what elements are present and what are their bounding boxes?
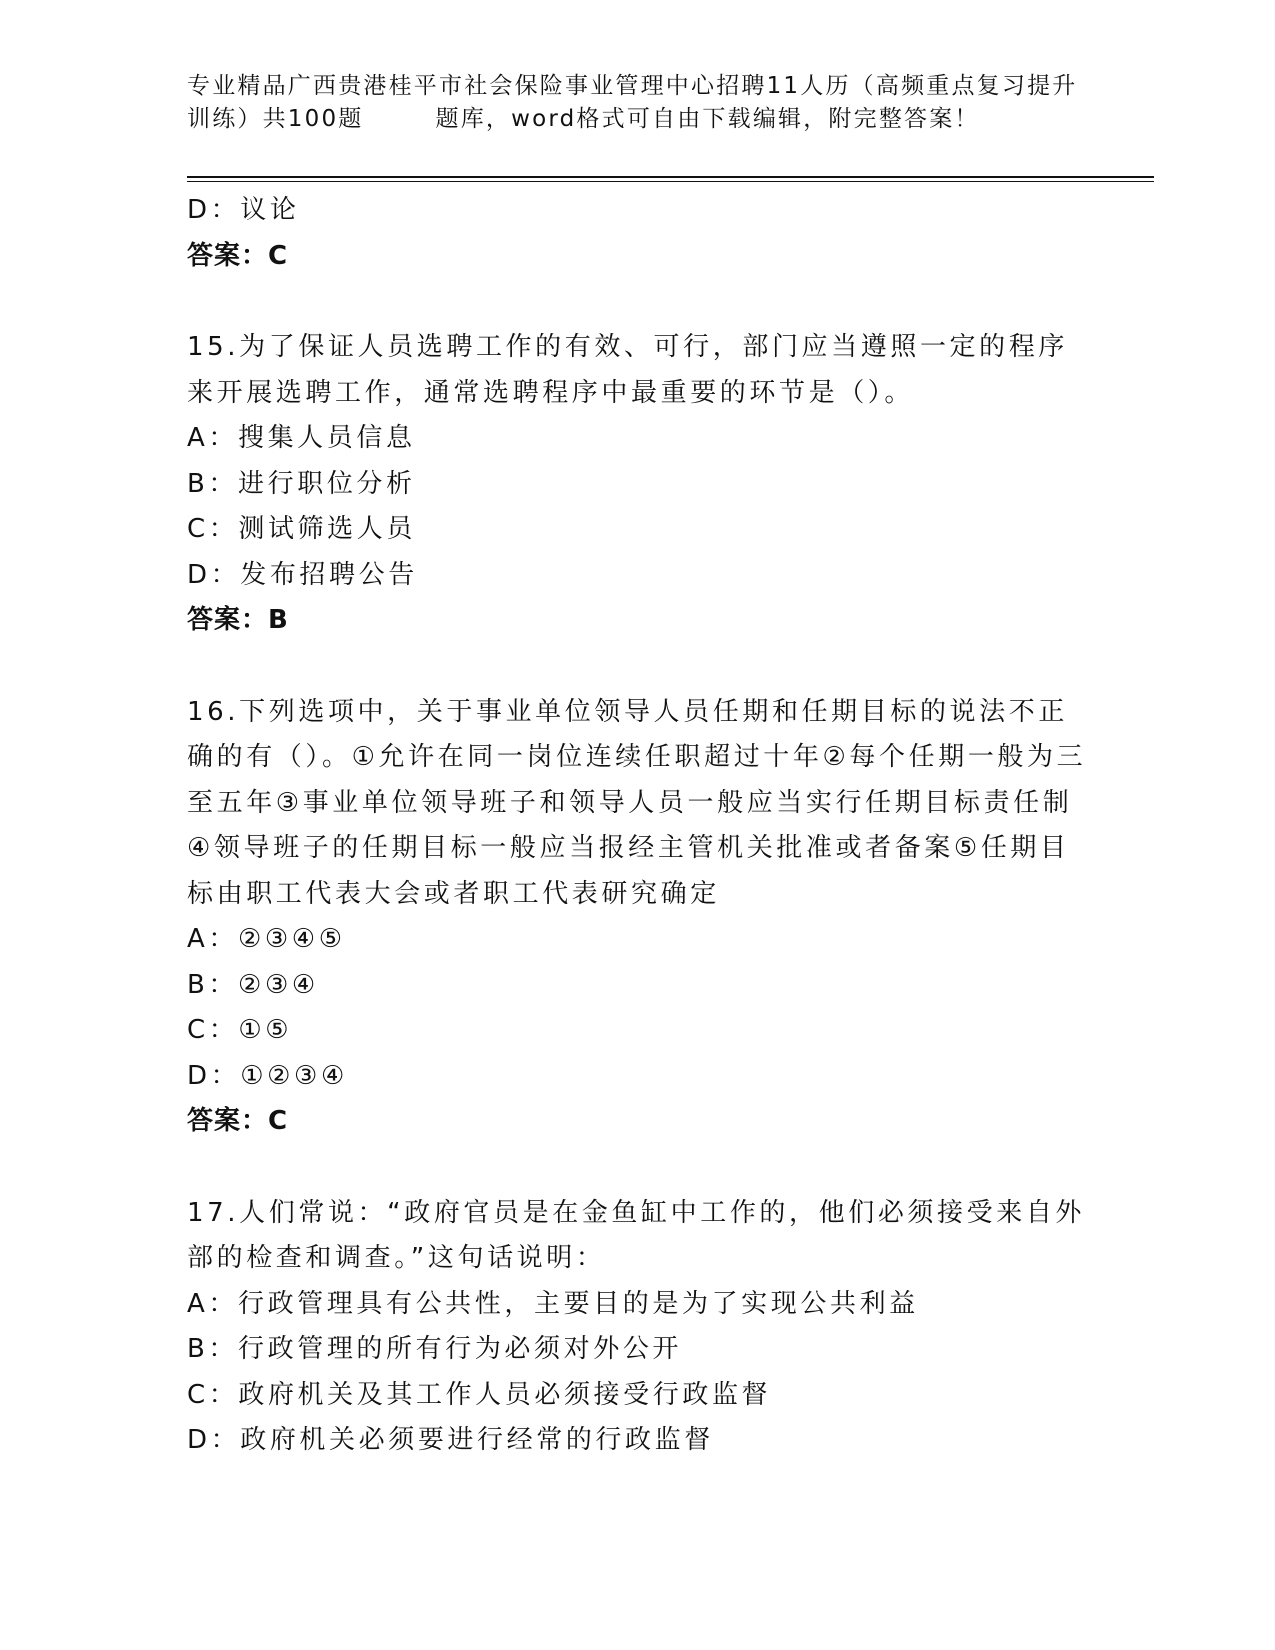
- question-17-option-c: C：政府机关及其工作人员必须接受行政监督: [187, 1379, 772, 1410]
- question-16-text: 16.下列选项中，关于事业单位领导人员任期和任期目标的说法不正确的有（）。①允许在同一岗位连续任职超过十年②每个任期一般为三至五年③事业单位领导班子和领导人员一般应当实行任期目标责任制④领导班子的任期目标一般应当报经主管机关批准或者备案⑤任期目标由职工代表大会或者职工代表研究确定: [187, 696, 1087, 909]
- question-17-option-d: D：政府机关必须要进行经常的行政监督: [187, 1425, 714, 1455]
- header-divider-thick: [187, 176, 1154, 178]
- question-16-option-b: B：②③④: [187, 969, 319, 1000]
- question-15-answer: 答案：B: [187, 605, 289, 635]
- question-15-option-b: B：进行职位分析: [187, 468, 416, 499]
- question-16-option-a: A：②③④⑤: [187, 924, 346, 954]
- prev-option-d: D：议论: [187, 195, 300, 225]
- question-17-option-b: B：行政管理的所有行为必须对外公开: [187, 1334, 683, 1364]
- question-16-option-d: D：①②③④: [187, 1060, 348, 1091]
- header-divider-thin: [187, 181, 1154, 182]
- question-16-answer: 答案：C: [187, 1106, 289, 1136]
- prev-answer: 答案：C: [187, 240, 289, 271]
- header-line-2: [187, 103, 1087, 136]
- question-16-option-c: C：①⑤: [187, 1015, 293, 1045]
- question-15-text: 15.为了保证人员选聘工作的有效、可行，部门应当遵照一定的程序来开展选聘工作，通常选聘程序中最重要的环节是（）。: [187, 332, 1068, 408]
- header-line-2-part-a: 训练）共100题: [187, 106, 364, 132]
- question-15-option-c: C：测试筛选人员: [187, 514, 416, 544]
- question-17-option-a: A：行政管理具有公共性，主要目的是为了实现公共利益: [187, 1288, 919, 1319]
- document-header: [187, 70, 1087, 136]
- question-15-option-a: A：搜集人员信息: [187, 423, 416, 453]
- header-line-1: 专业精品广西贵港桂平市社会保险事业管理中心招聘11人历（高频重点复习提升: [187, 73, 1078, 99]
- question-17: [187, 1191, 1087, 1464]
- header-line-2-part-b: 题库，word格式可自由下载编辑，附完整答案！: [435, 106, 980, 132]
- question-16: [187, 690, 1087, 1145]
- question-15: [187, 325, 1087, 644]
- question-17-text: 17.人们常说：“政府官员是在金鱼缸中工作的，他们必须接受来自外部的检查和调查。”这句话说明：: [187, 1197, 1086, 1273]
- question-content: [187, 188, 1087, 1464]
- question-15-option-d: D：发布招聘公告: [187, 559, 418, 590]
